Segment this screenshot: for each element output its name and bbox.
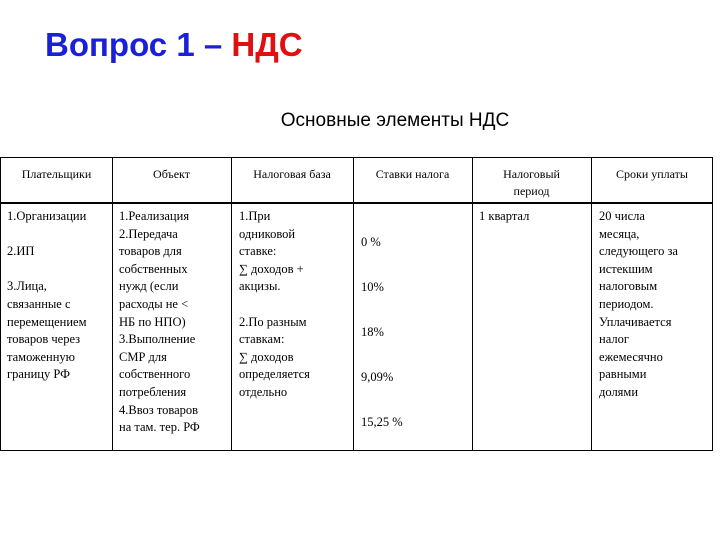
header-object: Объект	[153, 167, 190, 181]
header-tax-rates: Ставки налога	[375, 167, 450, 181]
rate-item: 18%	[361, 324, 384, 339]
vat-elements-table	[0, 157, 713, 451]
title-dash: –	[203, 26, 223, 63]
header-deadlines: Сроки уплаты	[616, 167, 688, 181]
cell-deadlines: 20 числа месяца, следующего за истекшим налоговым периодом. Уплачивается налог ежемесячно равными долями	[599, 209, 678, 399]
table-subtitle: Основные элементы НДС	[280, 110, 510, 131]
rate-item: 10%	[361, 279, 384, 294]
cell-tax-period: 1 квартал	[479, 209, 530, 223]
header-divider	[1, 202, 712, 204]
cell-tax-rates	[361, 208, 469, 456]
rate-item: 15,25 %	[361, 414, 403, 429]
cell-payers: 1.Организации 2.ИП 3.Лица, связанные с перемещением товаров через таможенную границу РФ	[7, 209, 87, 382]
rate-item: 9,09%	[361, 369, 394, 384]
cell-tax-base: 1.При одниковой ставке: ∑ доходов + акцизы. 2.По разным ставкам: ∑ доходов определяется отдельно	[239, 209, 310, 399]
header-payers: Плательщики	[21, 167, 92, 181]
slide-title	[45, 26, 303, 64]
rate-item: 0 %	[361, 234, 381, 249]
title-question: Вопрос 1	[45, 26, 195, 63]
header-tax-period: Налоговый период	[503, 167, 560, 198]
title-nds: НДС	[231, 26, 303, 63]
header-tax-base: Налоговая база	[253, 167, 331, 181]
cell-object: 1.Реализация 2.Передача товаров для собственных нужд (если расходы не < НБ по НПО) 3.Выполнение СМР для собственного потребления 4.Ввоз товаров на там. тер. РФ	[119, 209, 200, 435]
